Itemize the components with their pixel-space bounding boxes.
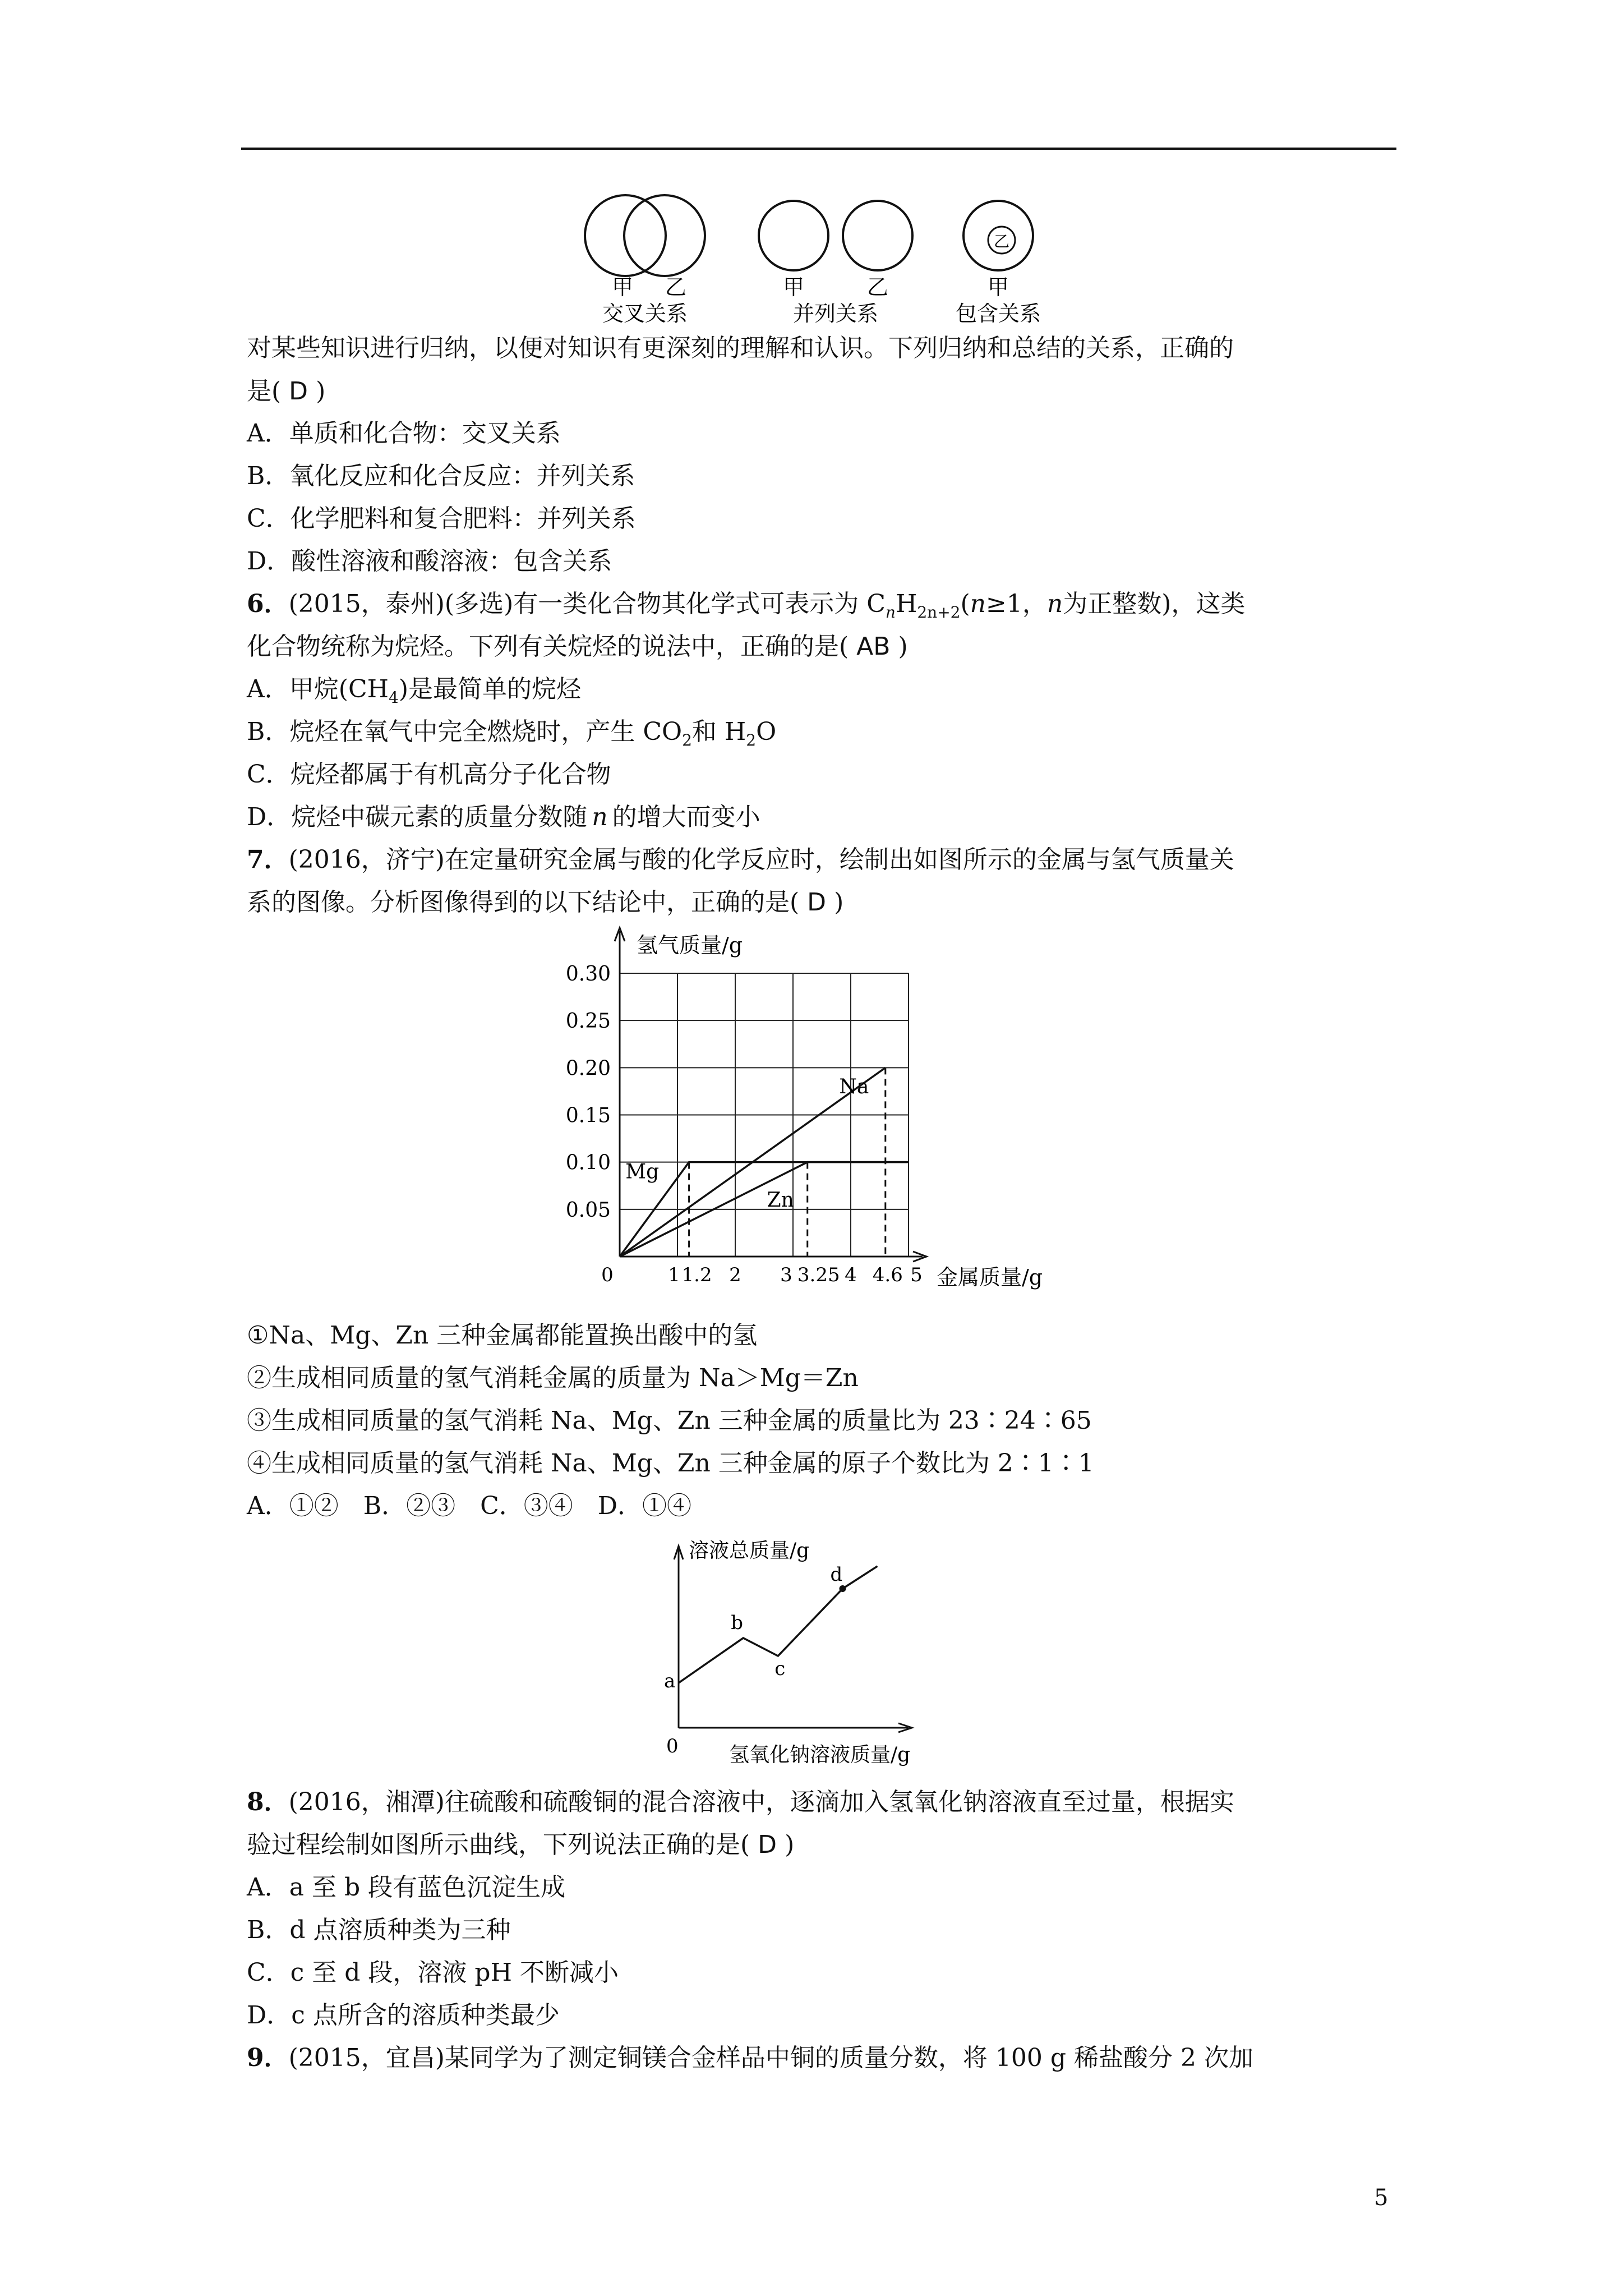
q6-stem-line1 [247, 590, 1245, 627]
q6-optD-n: n [592, 803, 608, 831]
header-rule [241, 148, 1396, 150]
venn-contain-inner-label: 乙 [993, 232, 1010, 251]
y-tick-label: 0.15 [565, 1104, 611, 1128]
q8-number: 8． [247, 1788, 289, 1816]
chart2-origin-label: 0 [666, 1735, 679, 1757]
venn-cross-caption: 交叉关系 [602, 301, 688, 326]
q6-optB-b: 和 H [691, 717, 746, 746]
q6-optD-a: D．烷烃中碳元素的质量分数随 [247, 803, 588, 831]
x-tick-label: 4 [845, 1264, 857, 1286]
series-label-na: Na [839, 1075, 869, 1098]
series-label-zn: Zn [767, 1188, 794, 1212]
point-label-d: d [830, 1563, 843, 1586]
q5-option-a: A．单质和化合物：交叉关系 [247, 419, 561, 448]
q6-stem-line2 [247, 632, 908, 661]
q8-option-a: A．a 至 b 段有蓝色沉淀生成 [247, 1873, 566, 1902]
q6-optB-c: O [756, 717, 777, 746]
q7-choices: A．①② B．②③ C．③④ D．①④ [247, 1492, 692, 1520]
venn-contain-caption: 包含关系 [955, 301, 1041, 326]
chart1-y-label: 氢气质量/g [637, 933, 743, 958]
q6-optA-b: )是最简单的烷烃 [398, 675, 581, 703]
q6-line2-prefix: 化合物统称为烷烃。下列有关烷烃的说法中，正确的是( [247, 632, 849, 661]
chart1-x-label: 金属质量/g [937, 1265, 1043, 1290]
x-tick-label: 4.6 [872, 1264, 903, 1286]
venn-parallel-right-label: 乙 [866, 275, 889, 300]
q6-text-a: (2015，泰州)(多选)有一类化合物其化学式可表示为 C [288, 590, 886, 618]
point-label-c: c [774, 1658, 786, 1680]
x-tick-label: 3.25 [797, 1264, 840, 1286]
chart1-grid [620, 973, 909, 1257]
y-tick-label: 0.05 [565, 1198, 611, 1222]
q5-stem-line1: 对某些知识进行归纳，以便对知识有更深刻的理解和认识。下列归纳和总结的关系，正确的 [247, 334, 1234, 362]
q5-answer: D [289, 377, 308, 406]
q6-h: H [895, 590, 917, 618]
page-number: 5 [1374, 2185, 1389, 2211]
q8-line2-suffix: ) [785, 1830, 795, 1859]
q6-n-italic: n [970, 590, 986, 618]
q6-optB-sub1: 2 [682, 730, 692, 749]
q6-option-b [247, 717, 776, 755]
q6-optD-b: 的增大而变小 [612, 803, 760, 831]
q7-answer: D [807, 888, 827, 917]
q8-stem-line1 [247, 1788, 1234, 1817]
venn-parallel-caption: 并列关系 [792, 301, 879, 326]
q7-number: 7． [247, 845, 289, 874]
q8-line2-prefix: 验过程绘制如图所示曲线，下列说法正确的是( [247, 1830, 750, 1859]
chart1-labels [625, 933, 1043, 1290]
x-tick-label: 5 [910, 1264, 923, 1286]
venn-parallel-circle-right [843, 201, 912, 270]
x-tick-label: 3 [780, 1264, 792, 1286]
q5-option-b: B．氧化反应和化合反应：并列关系 [247, 462, 635, 490]
q6-line2-suffix: ) [898, 632, 908, 661]
x-tick-label: 2 [729, 1264, 741, 1286]
q8-option-b: B．d 点溶质种类为三种 [247, 1916, 511, 1944]
q8-stem-line2 [247, 1830, 794, 1860]
q6-option-c: C．烷烃都属于有机高分子化合物 [247, 760, 611, 789]
chart2-labels [664, 1539, 910, 1766]
y-tick-label: 0.10 [565, 1151, 611, 1175]
point-label-b: b [731, 1612, 743, 1634]
q5-stem2-suffix: ) [316, 377, 326, 406]
y-tick-label: 0.20 [565, 1057, 611, 1080]
venn-diagrams [561, 191, 1066, 337]
q5-stem2-prefix: 是( [247, 377, 282, 406]
venn-cross-left-label: 甲 [611, 275, 634, 300]
q6-number: 6． [247, 590, 289, 618]
hydrogen-mass-chart [538, 920, 1077, 1324]
q6-sub-n: n [885, 602, 896, 622]
y-tick-label: 0.30 [565, 963, 611, 986]
q7-stem-line2 [247, 888, 843, 917]
venn-parallel-left-label: 甲 [782, 275, 805, 300]
point-label-a: a [664, 1670, 676, 1692]
q6-sub-2n2: 2n+2 [917, 602, 961, 622]
q7-stem-line1 [247, 845, 1234, 875]
x-tick-label: 1 [668, 1264, 680, 1286]
q8-answer: D [758, 1830, 777, 1859]
q6-answer: AB [856, 632, 891, 661]
q6-optA-a: A．甲烷(CH [247, 675, 389, 703]
q7-statement-1: ①Na、Mg、Zn 三种金属都能置换出酸中的氢 [247, 1321, 758, 1350]
q9-number: 9． [247, 2044, 289, 2072]
point-d-marker [840, 1585, 846, 1592]
q6-option-d [247, 803, 760, 832]
q6-text-d: 为正整数)，这类 [1063, 590, 1246, 618]
q6-n-italic-2: n [1046, 590, 1063, 618]
venn-cross-right-label: 乙 [665, 275, 687, 300]
q8-option-d: D．c 点所含的溶质种类最少 [247, 2001, 560, 2030]
chart2-y-label: 溶液总质量/g [689, 1539, 810, 1562]
q7-line1-text: (2016，济宁)在定量研究金属与酸的化学反应时，绘制出如图所示的金属与氢气质量关 [288, 845, 1234, 874]
venn-parallel [759, 201, 912, 326]
q6-optB-sub2: 2 [746, 730, 757, 749]
venn-contain [956, 201, 1041, 326]
q6-optA-sub: 4 [388, 688, 399, 707]
q5-option-c: C．化学肥料和复合肥料：并列关系 [247, 504, 636, 533]
q9-stem-line1 [247, 2044, 1253, 2073]
x-tick-label: 1.2 [681, 1264, 712, 1286]
q7-line2-suffix: ) [834, 888, 844, 917]
q7-line2-prefix: 系的图像。分析图像得到的以下结论中，正确的是( [247, 888, 800, 917]
venn-contain-outer-label: 甲 [987, 275, 1009, 300]
q6-option-a [247, 675, 581, 712]
q6-text-c: ≥1， [985, 590, 1047, 618]
q7-statement-4: ④生成相同质量的氢气消耗 Na、Mg、Zn 三种金属的原子个数比为 2∶1∶1 [247, 1449, 1094, 1478]
q6-optB-a: B．烷烃在氧气中完全燃烧时，产生 CO [247, 717, 683, 746]
q8-option-c: C．c 至 d 段，溶液 pH 不断减小 [247, 1958, 619, 1987]
series-label-mg: Mg [625, 1160, 660, 1184]
q9-line1-text: (2015，宜昌)某同学为了测定铜镁合金样品中铜的质量分数，将 100 g 稀盐酸分 2 次加 [288, 2044, 1254, 2072]
q6-text-b: ( [960, 590, 970, 618]
q7-statement-3: ③生成相同质量的氢气消耗 Na、Mg、Zn 三种金属的质量比为 23∶24∶65 [247, 1406, 1092, 1435]
q5-option-d: D．酸性溶液和酸溶液：包含关系 [247, 547, 612, 576]
q7-statement-2: ②生成相同质量的氢气消耗金属的质量为 Na＞Mg＝Zn [247, 1364, 859, 1392]
venn-parallel-circle-left [759, 201, 828, 270]
y-tick-label: 0.25 [565, 1010, 611, 1033]
x-tick-label: 0 [601, 1264, 614, 1286]
solution-mass-chart [651, 1531, 998, 1767]
q8-line1-text: (2016，湘潭)往硫酸和硫酸铜的混合溶液中，逐滴加入氢氧化钠溶液直至过量，根据实 [288, 1788, 1234, 1816]
chart2-x-label: 氢氧化钠溶液质量/g [729, 1743, 911, 1766]
venn-cross [585, 195, 705, 326]
q5-stem-line2 [247, 377, 325, 406]
